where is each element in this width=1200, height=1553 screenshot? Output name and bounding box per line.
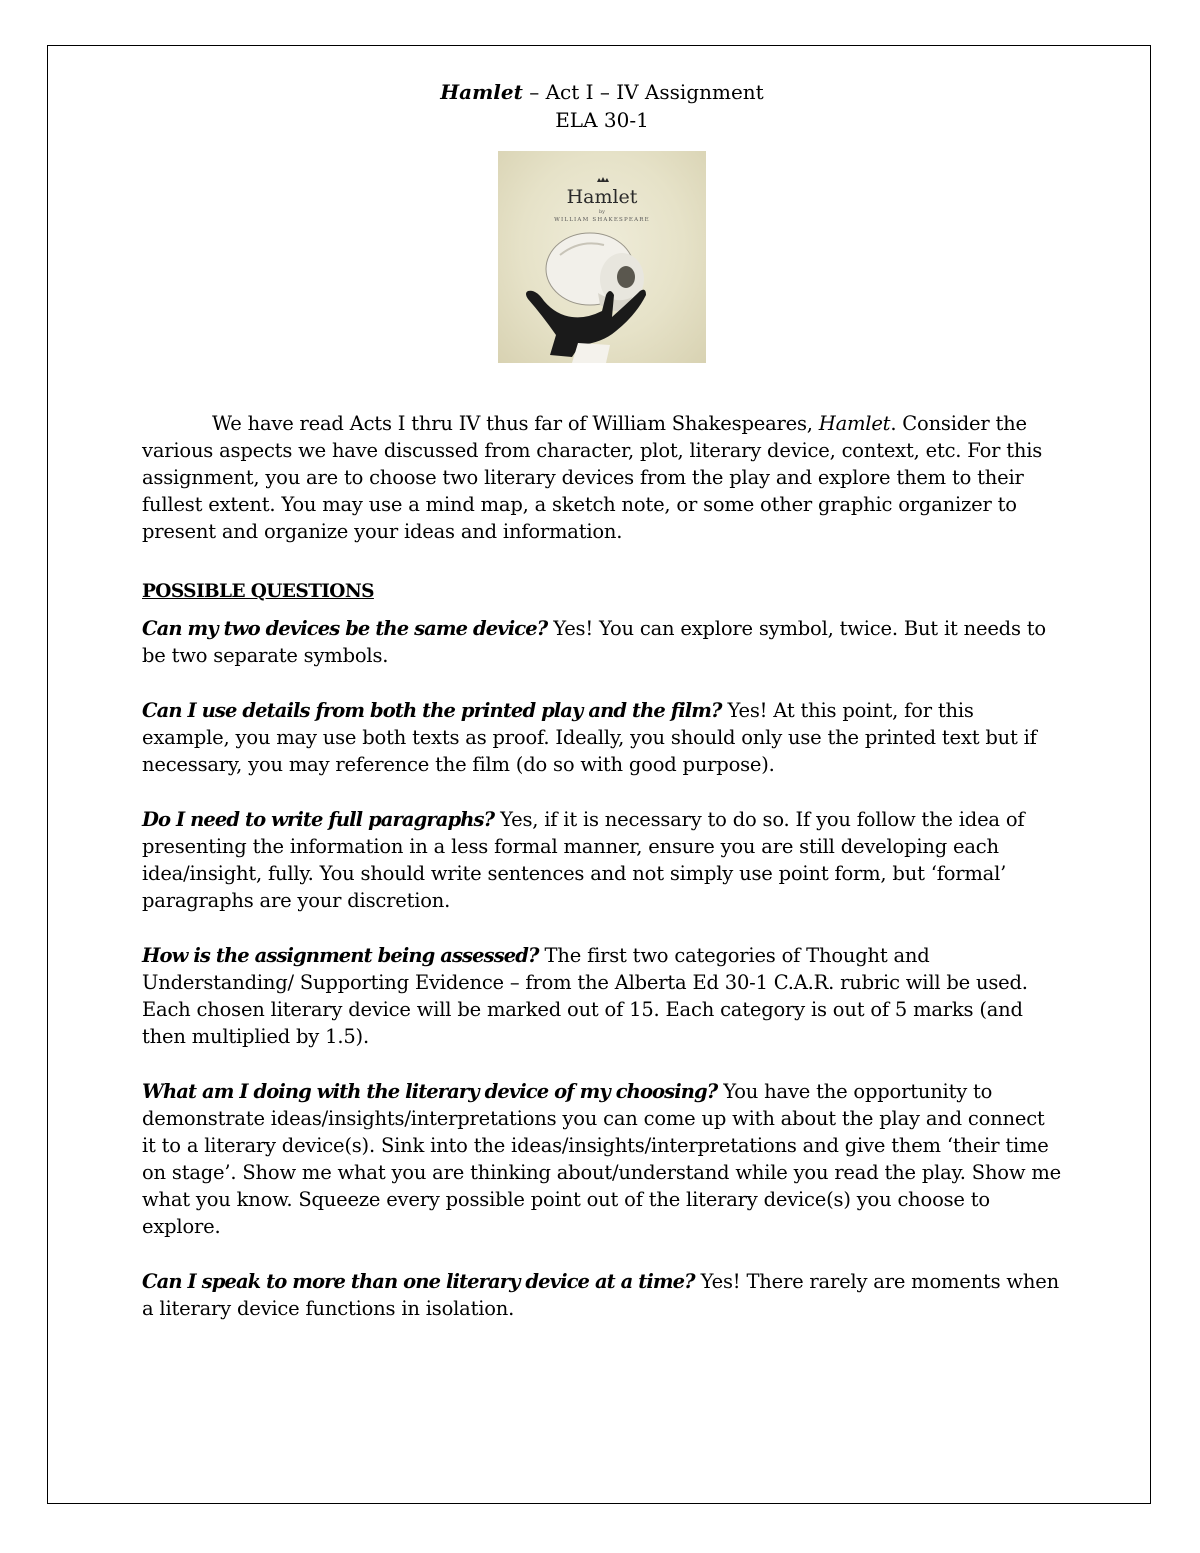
document-header — [142, 78, 1062, 134]
answer-text: You have the opportunity to demonstrate ideas/insights/interpretations you can come up with about the play and connect it to a literary device(s). Sink into the ideas/insights/interpretations and give them ‘their time on stage’. Show me what you are thinking about/understand while you read the play. Show me what you know. Squeeze every possible point out of the literary device(s) you choose to explore. — [142, 1080, 1061, 1238]
intro-play-title: Hamlet — [818, 412, 891, 435]
skull-icon — [546, 233, 644, 311]
question-text: Can my two devices be the same device? — [142, 617, 548, 640]
qa-item — [142, 1268, 1062, 1322]
document-title — [142, 78, 1062, 106]
question-text: Do I need to write full paragraphs? — [142, 808, 495, 831]
qa-item — [142, 942, 1062, 1050]
qa-item — [142, 1078, 1062, 1240]
hamlet-cover-image — [498, 151, 706, 363]
cover-author: WILLIAM SHAKESPEARE — [554, 217, 650, 223]
course-code: ELA 30-1 — [555, 108, 649, 132]
qa-item — [142, 615, 1062, 669]
intro-text-part2: . Consider the various aspects we have discussed from character, plot, literary device, context, etc. For this assignment, you are to choose two literary devices from the play and explore them to their fullest extent. You may use a mind map, a sketch note, or some other graphic organizer to present and organize your ideas and information. — [142, 412, 1043, 543]
title-assignment: – Act I – IV Assignment — [522, 80, 764, 104]
cover-title: Hamlet — [566, 186, 638, 208]
qa-item — [142, 697, 1062, 778]
answer-text: The first two categories of Thought and Understanding/ Supporting Evidence – from the Alberta Ed 30-1 C.A.R. rubric will be used. Each chosen literary device will be marked out of 15. Each category is out of 5 marks (and then multiplied by 1.5). — [142, 944, 1028, 1048]
cover-illustration — [498, 151, 706, 363]
answer-text: Yes! There rarely are moments when a literary device functions in isolation. — [142, 1270, 1059, 1320]
question-text: What am I doing with the literary device of my choosing? — [142, 1080, 718, 1103]
answer-text: Yes! You can explore symbol, twice. But it needs to be two separate symbols. — [142, 617, 1046, 667]
qa-item — [142, 806, 1062, 914]
document-body — [142, 78, 1062, 1322]
answer-text: Yes, if it is necessary to do so. If you follow the idea of presenting the information in a less formal manner, ensure you are still developing each idea/insight, fully. You should write sentences and not simply use point form, but ‘formal’ paragraphs are your discretion. — [142, 808, 1025, 912]
question-text: Can I use details from both the printed play and the film? — [142, 699, 722, 722]
question-text: How is the assignment being assessed? — [142, 944, 539, 967]
question-text: Can I speak to more than one literary device at a time? — [142, 1270, 695, 1293]
crown-icon — [597, 177, 609, 182]
intro-text-part1: We have read Acts I thru IV thus far of William Shakespeares, — [212, 412, 819, 435]
cover-image-wrap — [142, 151, 1062, 363]
title-play-name: Hamlet — [440, 80, 523, 104]
cover-by: by — [598, 209, 606, 215]
section-heading-possible-questions: POSSIBLE QUESTIONS — [142, 581, 374, 602]
intro-paragraph — [142, 410, 1062, 545]
answer-text: Yes! At this point, for this example, you may use both texts as proof. Ideally, you should only use the printed text but if necessary, you may reference the film (do so with good purpose). — [142, 699, 1037, 776]
